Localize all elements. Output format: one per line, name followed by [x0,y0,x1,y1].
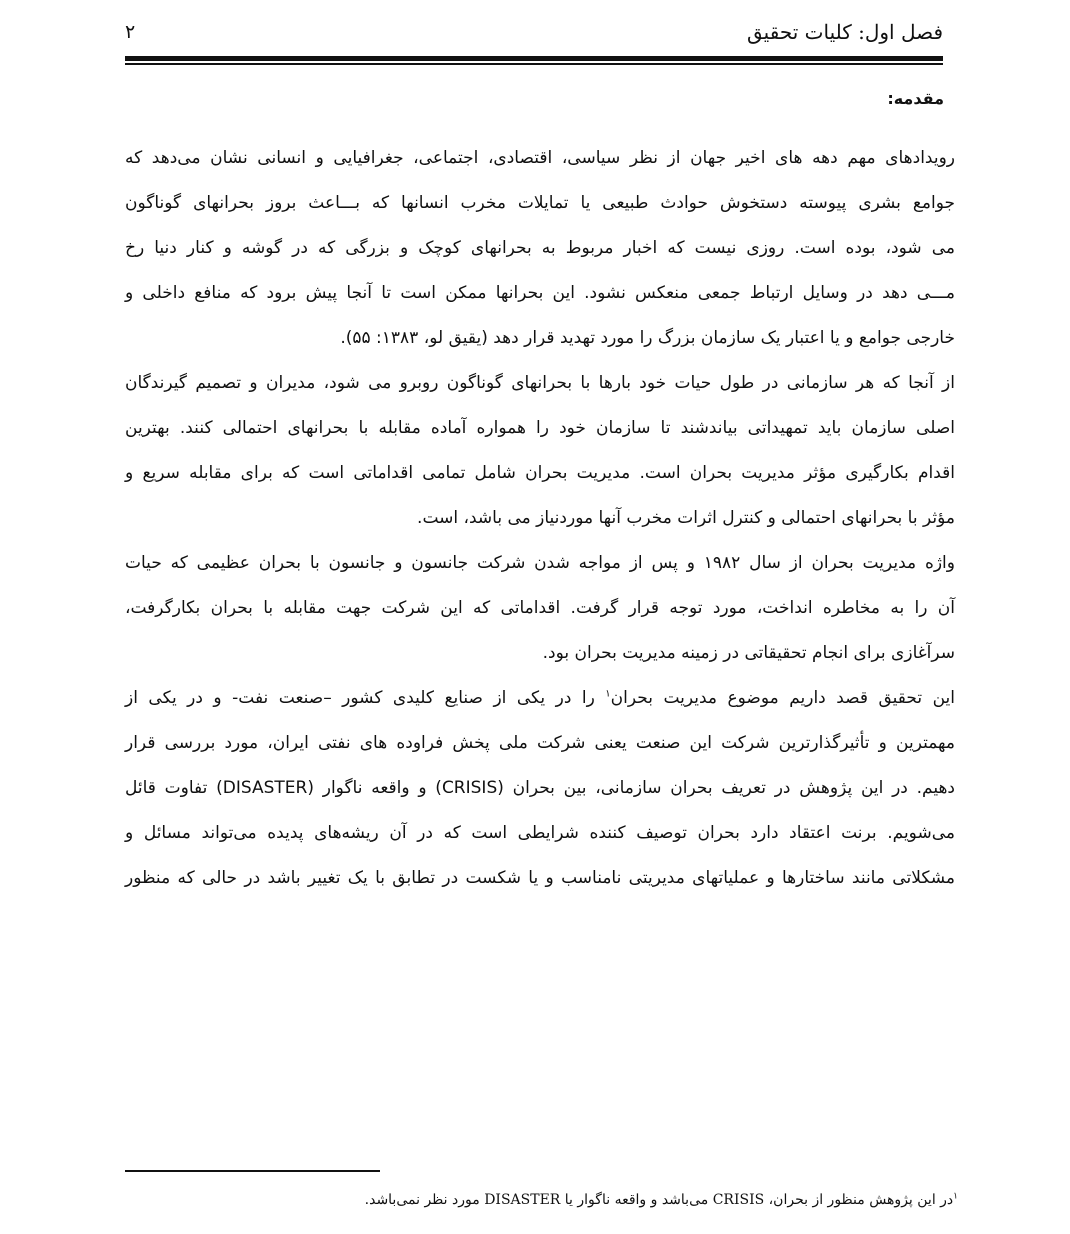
text-line: آن را به مخاطره انداخت، مورد توجه قرار گرفت. اقداماتی که این شرکت جهت مقابله با بحران بکارگرفت، [125,598,955,618]
text-line: جوامع بشری پیوسته دستخوش حوادث طبیعی یا تمایلات مخرب انسانها که بـــاعث بروز بحرانهای گوناگون [125,193,955,213]
text-line: می‌شویم. برنت اعتقاد دارد بحران توصیف کننده شرایطی است که در آن ریشه‌های پدیده می‌تواند مسائل و [125,823,955,843]
section-heading: مقدمه: [887,89,944,108]
page-header [125,14,943,50]
paragraph-4 [125,676,955,901]
text-line [125,676,955,721]
paragraph-2 [125,361,955,541]
text-line: مؤثر با بحرانهای احتمالی و کنترل اثرات مخرب آنها موردنیاز می باشد، است. [417,508,955,528]
text-line: مهمترین و تأثیرگذارترین شرکت این صنعت یعنی شرکت ملی پخش فراوده های نفتی ایران، مورد بررسی قرار [125,733,955,753]
footnote-text: در این پژوهش منظور از بحران، CRISIS می‌باشد و واقعه ناگوار یا DISASTER مورد نظر نمی‌باشد. [364,1192,954,1208]
text-line: سرآغازی برای انجام تحقیقاتی در زمینه مدیریت بحران بود. [542,643,955,663]
text-line: اقدام بکارگیری مؤثر مدیریت بحران است. مدیریت بحران شامل تمامی اقداماتی است که برای مقابله سریع و [125,463,955,483]
text-line: خارجی جوامع و یا اعتبار یک سازمان بزرگ را مورد تهدید قرار دهد (یقیق لو، ۱۳۸۳: ۵۵). [340,328,955,348]
text-line: واژه مدیریت بحران از سال ۱۹۸۲ و پس از مواجه شدن شرکت جانسون و جانسون با بحران عظیمی که حیات [125,553,955,573]
paragraph-1 [125,136,955,361]
footnote-marker: ۱ [953,1191,958,1202]
footnote [365,1188,958,1212]
text-segment: را در یکی از صنایع کلیدی کشور –صنعت نفت- و در یکی از [125,688,606,708]
chapter-title: فصل اول: کلیات تحقیق [746,20,943,44]
paragraph-3 [125,541,955,676]
footnote-separator [125,1170,380,1172]
text-segment: این تحقیق قصد داریم موضوع مدیریت بحران [610,688,955,708]
text-line: مـــی دهد در وسایل ارتباط جمعی منعکس نشود. این بحرانها ممکن است تا آنجا پیش برود که منافع داخلی و [125,283,955,303]
footnote-reference[interactable]: ۱ [605,688,611,700]
body-text [125,136,955,901]
text-line: رویدادهای مهم دهه های اخیر جهان از نظر سیاسی، اقتصادی، اجتماعی، جغرافیایی و انسانی نشان می‌دهد که [125,148,955,168]
text-line: می شود، بوده است. روزی نیست که اخبار مربوط به بحرانهای کوچک و بزرگی که در گوشه و کنار دنیا رخ [125,238,955,258]
page-number: ۲ [125,21,136,43]
text-line: دهیم. در این پژوهش در تعریف بحران سازمانی، بین بحران (CRISIS) و واقعه ناگوار (DISASTER) تفاوت قائل [125,778,956,798]
text-line: اصلی سازمان باید تمهیداتی بیاندشند تا سازمان خود را همواره آماده مقابله با بحرانهای احتمالی کنند. بهترین [125,418,955,438]
text-line: مشکلاتی مانند ساختارها و عملیاتهای مدیریتی نامناسب و یا شکست در تطابق با یک تغییر باشد در حالی که منظور [125,868,955,888]
text-line: از آنجا که هر سازمانی در طول حیات خود بارها با بحرانهای گوناگون روبرو می شود، مدیران و تصمیم گیرندگان [125,373,955,393]
header-rule-thin [125,63,943,65]
header-rule-thick [125,56,943,61]
